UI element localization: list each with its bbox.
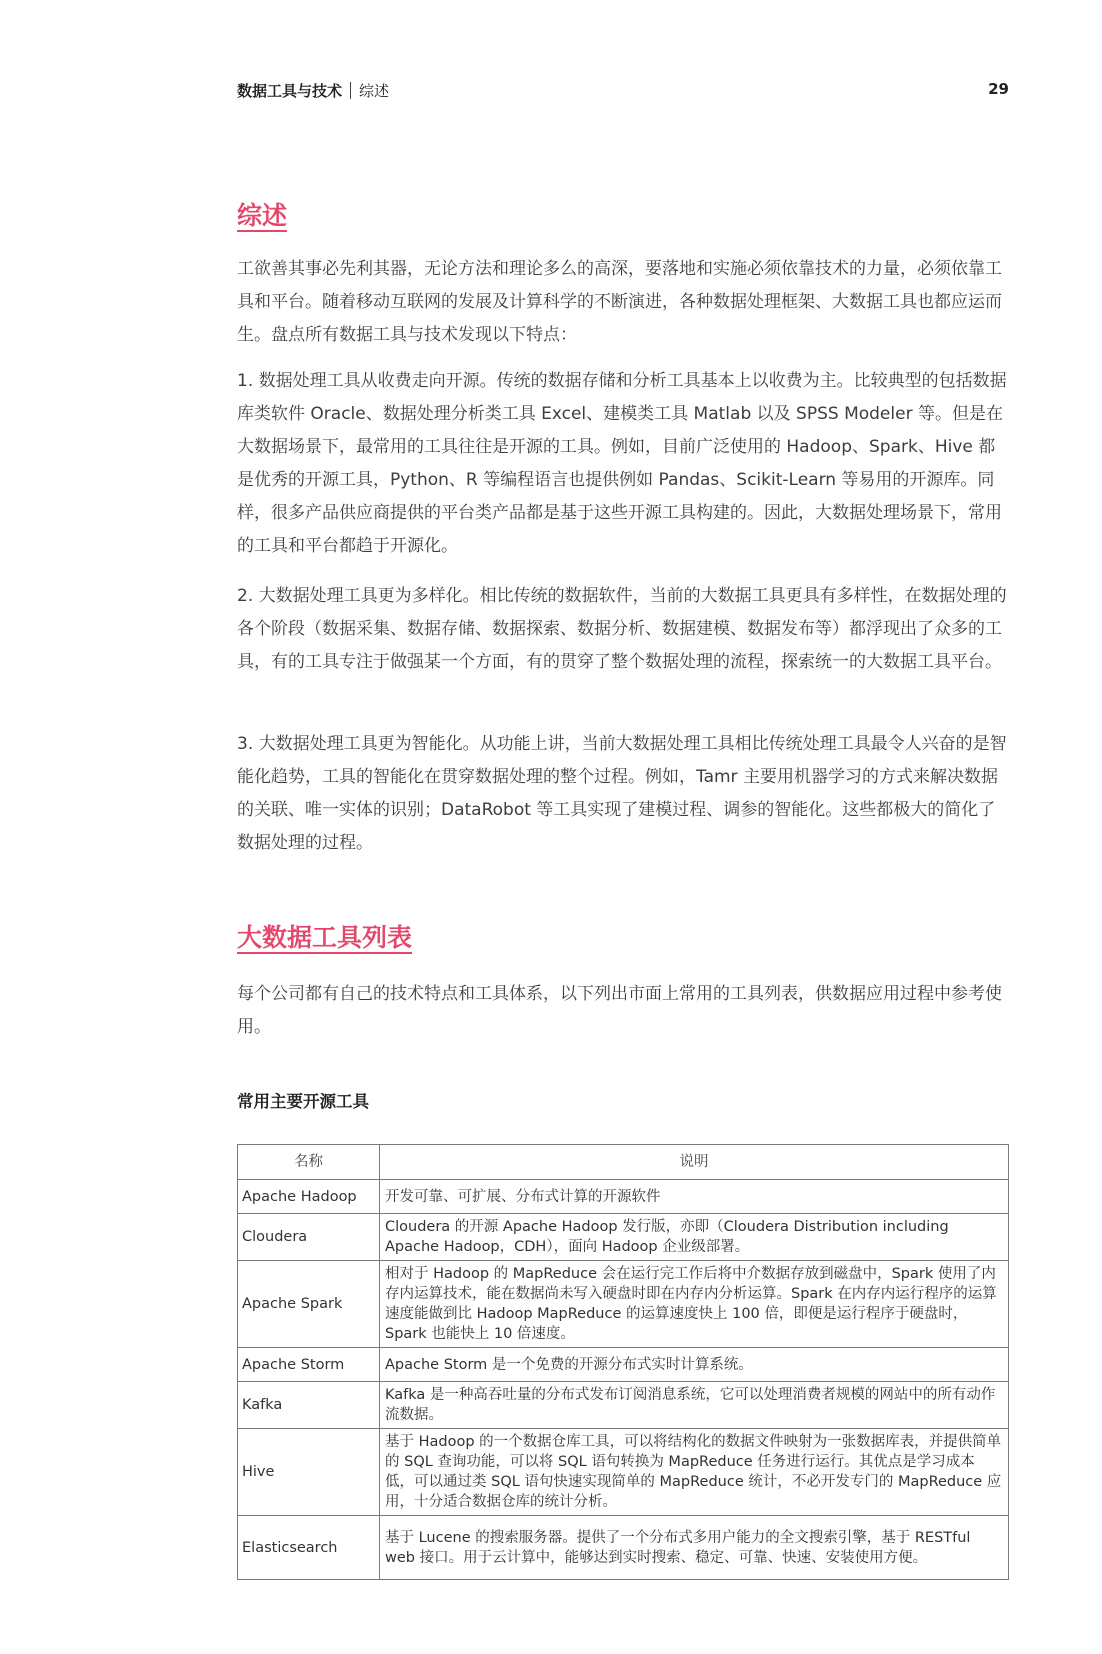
table-row (238, 1261, 1009, 1348)
tool-desc: 开发可靠、可扩展、分布式计算的开源软件 (380, 1180, 1009, 1214)
tool-desc: Cloudera 的开源 Apache Hadoop 发行版，亦即（Cloudera Distribution including Apache Hadoop，CDH），面向 Hadoop 企业级部署。 (380, 1214, 1009, 1261)
table-row (238, 1214, 1009, 1261)
tool-desc: Apache Storm 是一个免费的开源分布式实时计算系统。 (380, 1348, 1009, 1382)
table-row (238, 1382, 1009, 1429)
tool-name: Apache Hadoop (238, 1180, 380, 1214)
tool-desc: 基于 Hadoop 的一个数据仓库工具，可以将结构化的数据文件映射为一张数据库表，并提供简单的 SQL 查询功能，可以将 SQL 语句转换为 MapReduce 任务进行运行。其优点是学习成本低，可以通过类 SQL 语句快速实现简单的 MapReduce 统计，不必开发专门的 MapReduce 应用，十分适合数据仓库的统计分析。 (380, 1429, 1009, 1516)
tools-intro: 每个公司都有自己的技术特点和工具体系，以下列出市面上常用的工具列表，供数据应用过程中参考使用。 (237, 984, 1002, 1037)
table-row (238, 1429, 1009, 1516)
tool-name: Cloudera (238, 1214, 380, 1261)
column-header-name: 名称 (238, 1145, 380, 1180)
overview-paragraph-3: 2. 大数据处理工具更为多样化。相比传统的数据软件，当前的大数据工具更具有多样性，在数据处理的各个阶段（数据采集、数据存储、数据探索、数据分析、数据建模、数据发布等）都浮现出了众多的工具，有的工具专注于做强某一个方面，有的贯穿了整个数据处理的流程，探索统一的大数据工具平台。 (237, 586, 1007, 672)
header-subsection: 综述 (359, 82, 390, 100)
tool-name: Elasticsearch (238, 1516, 380, 1580)
table-row (238, 1348, 1009, 1382)
table-row (238, 1516, 1009, 1580)
column-header-desc: 说明 (380, 1145, 1009, 1180)
tool-desc: 基于 Lucene 的搜索服务器。提供了一个分布式多用户能力的全文搜索引擎，基于 RESTful web 接口。用于云计算中，能够达到实时搜索、稳定、可靠、快速、安装使用方便。 (380, 1516, 1009, 1580)
table-header-row (238, 1145, 1009, 1180)
running-header (237, 80, 1009, 104)
tool-name: Apache Storm (238, 1348, 380, 1382)
tool-name: Apache Spark (238, 1261, 380, 1348)
overview-heading: 综述 (237, 201, 288, 230)
page-number: 29 (988, 80, 1009, 98)
overview-paragraph-2: 1. 数据处理工具从收费走向开源。传统的数据存储和分析工具基本上以收费为主。比较典型的包括数据库类软件 Oracle、数据处理分析类工具 Excel、建模类工具 Matlab 以及 SPSS Modeler 等。但是在大数据场景下，最常用的工具往往是开源的工具。例如，目前广泛使用的 Hadoop、Spark、Hive 都是优秀的开源工具，Python、R 等编程语言也提供例如 Pandas、Scikit-Learn 等易用的开源库。同样，很多产品供应商提供的平台类产品都是基于这些开源工具构建的。因此，大数据处理场景下，常用的工具和平台都趋于开源化。 (237, 371, 1007, 556)
tools-table (237, 1144, 1009, 1580)
header-divider (350, 82, 351, 99)
header-section: 数据工具与技术 (237, 82, 343, 100)
tool-desc: Kafka 是一种高吞吐量的分布式发布订阅消息系统，它可以处理消费者规模的网站中的所有动作流数据。 (380, 1382, 1009, 1429)
tool-name: Kafka (238, 1382, 380, 1429)
table-row (238, 1180, 1009, 1214)
table-title: 常用主要开源工具 (237, 1092, 369, 1111)
tool-name: Hive (238, 1429, 380, 1516)
overview-paragraph-4: 3. 大数据处理工具更为智能化。从功能上讲，当前大数据处理工具相比传统处理工具最令人兴奋的是智能化趋势，工具的智能化在贯穿数据处理的整个过程。例如，Tamr 主要用机器学习的方式来解决数据的关联、唯一实体的识别；DataRobot 等工具实现了建模过程、调参的智能化。这些都极大的简化了数据处理的过程。 (237, 734, 1007, 853)
overview-paragraph-1: 工欲善其事必先利其器，无论方法和理论多么的高深，要落地和实施必须依靠技术的力量，必须依靠工具和平台。随着移动互联网的发展及计算科学的不断演进，各种数据处理框架、大数据工具也都应运而生。盘点所有数据工具与技术发现以下特点： (237, 259, 1002, 345)
tools-heading: 大数据工具列表 (237, 923, 413, 952)
tool-desc: 相对于 Hadoop 的 MapReduce 会在运行完工作后将中介数据存放到磁盘中，Spark 使用了内存内运算技术，能在数据尚未写入硬盘时即在内存内分析运算。Spark 在内存内运行程序的运算速度能做到比 Hadoop MapReduce 的运算速度快上 100 倍，即便是运行程序于硬盘时，Spark 也能快上 10 倍速度。 (380, 1261, 1009, 1348)
